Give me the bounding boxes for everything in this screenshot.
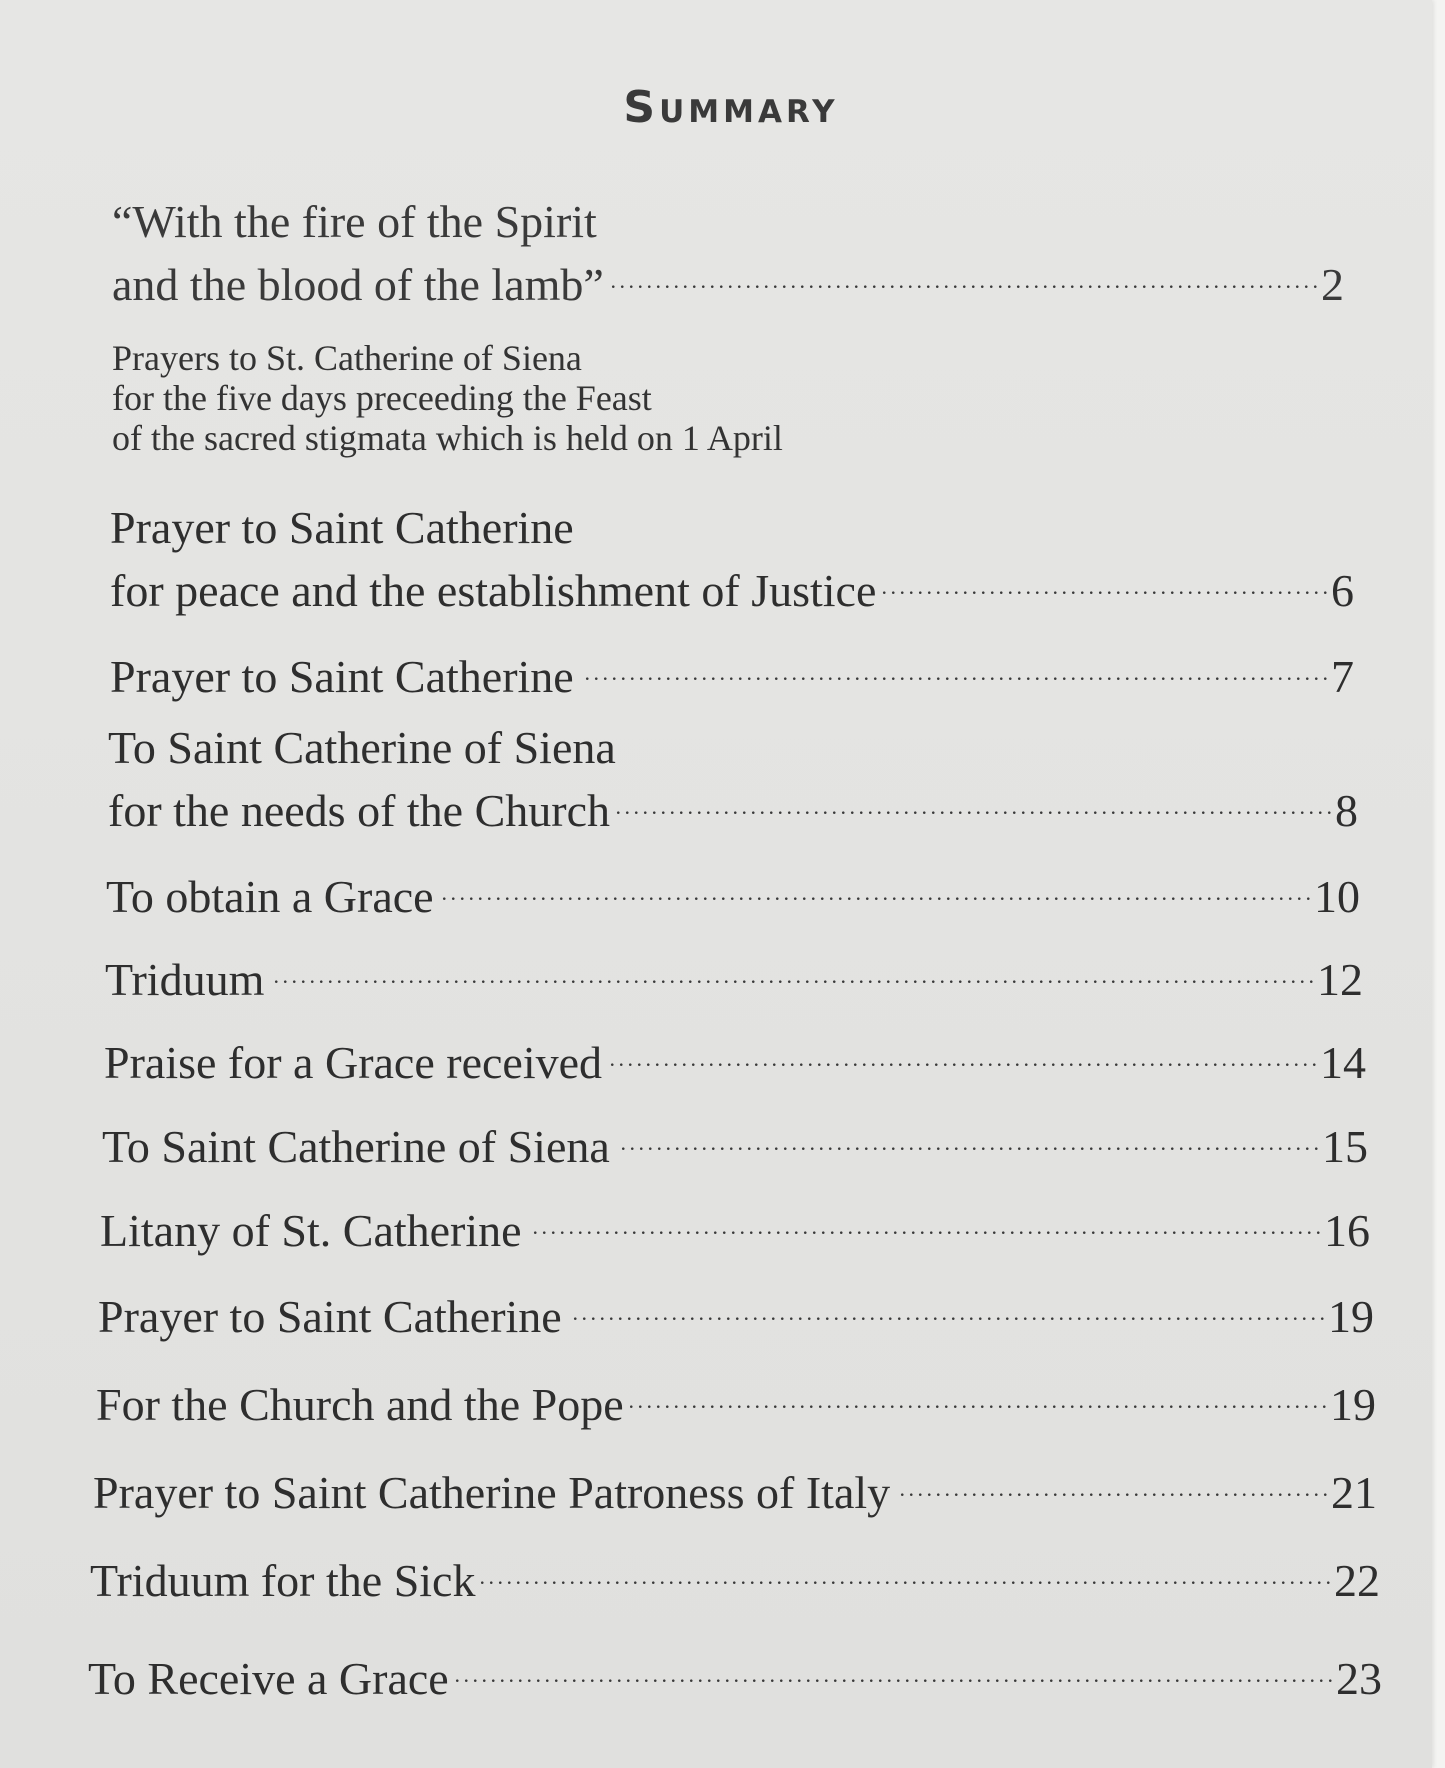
toc-entry-row [98, 1280, 1374, 1343]
toc-entry-row [96, 1368, 1376, 1431]
dot-leader [568, 1280, 1324, 1332]
dot-leader [616, 774, 1331, 826]
toc-entry-row [90, 1544, 1380, 1607]
dot-leader [270, 943, 1313, 995]
toc-entry[interactable] [110, 640, 1354, 703]
dot-leader [882, 554, 1327, 606]
page-number: 15 [1322, 1121, 1368, 1172]
toc-entry-title-line: and the blood of the lamb” [112, 259, 604, 310]
page-number: 7 [1331, 651, 1354, 702]
toc-entry[interactable] [112, 196, 1344, 311]
toc-entry-row [93, 1456, 1377, 1519]
toc-entry-subtitle [112, 338, 1112, 458]
dot-leader [616, 1110, 1318, 1162]
dot-leader [440, 860, 1310, 912]
page-number: 22 [1334, 1555, 1380, 1606]
toc-entry-title-line: Praise for a Grace received [104, 1037, 603, 1088]
toc-entry-row [108, 774, 1358, 837]
page-number: 8 [1335, 785, 1358, 836]
toc-entry[interactable] [90, 1544, 1380, 1607]
toc-entry[interactable] [104, 1026, 1366, 1089]
page-number: 23 [1336, 1653, 1382, 1704]
toc-entry-row [100, 1194, 1370, 1257]
page-number: 14 [1320, 1037, 1366, 1088]
toc-entry-title-line: To Saint Catherine of Siena [108, 722, 616, 773]
page-number: 10 [1314, 871, 1360, 922]
toc-entry-title-line: Prayer to Saint Catherine Patroness of Italy [93, 1467, 891, 1518]
toc-entry-title-line: “With the fire of the Spirit [112, 196, 597, 247]
toc-entry[interactable] [96, 1368, 1376, 1431]
toc-entry-title-line: To obtain a Grace [106, 871, 434, 922]
toc-entry-title-line: for peace and the establishment of Justice [110, 565, 877, 616]
dot-leader [455, 1642, 1332, 1694]
subtitle-line: of the sacred stigmata which is held on 1 April [112, 418, 783, 458]
dot-leader [610, 248, 1317, 300]
page-number: 21 [1331, 1467, 1377, 1518]
page-number: 16 [1324, 1205, 1370, 1256]
page-number: 6 [1331, 565, 1354, 616]
toc-entry[interactable] [98, 1280, 1374, 1343]
toc-entry-row [110, 640, 1354, 703]
page-number: 12 [1317, 954, 1363, 1005]
toc-entry-row [102, 1110, 1368, 1173]
dot-leader [481, 1544, 1330, 1596]
page-number: 19 [1330, 1379, 1376, 1430]
dot-leader [528, 1194, 1320, 1246]
toc-entry[interactable] [88, 1642, 1382, 1705]
page-number: 2 [1321, 259, 1344, 310]
dot-leader [630, 1368, 1326, 1420]
page-number: 19 [1328, 1291, 1374, 1342]
toc-entry-title-line: Prayer to Saint Catherine [110, 502, 574, 553]
toc-entry[interactable] [106, 860, 1360, 923]
toc-entry-row [112, 248, 1344, 311]
toc-entry-title-line: Prayer to Saint Catherine [110, 651, 574, 702]
toc-entry[interactable] [108, 722, 1358, 837]
toc-entry-row [104, 1026, 1366, 1089]
toc-entry[interactable] [93, 1456, 1377, 1519]
toc-entry-title-line: Prayer to Saint Catherine [98, 1291, 562, 1342]
toc-entry-title-line: Triduum for the Sick [90, 1555, 476, 1606]
toc-entry[interactable] [110, 502, 1354, 617]
toc-entry[interactable] [102, 1110, 1368, 1173]
toc-entry[interactable] [105, 943, 1363, 1006]
toc-entry-title-line: To Receive a Grace [88, 1653, 449, 1704]
toc-entry-row [106, 860, 1360, 923]
dot-leader [580, 640, 1327, 692]
toc-entry-title-line: To Saint Catherine of Siena [102, 1121, 610, 1172]
page-title: Summary [623, 82, 839, 133]
subtitle-line: for the five days preceeding the Feast [112, 378, 652, 418]
toc-entry-title-line: For the Church and the Pope [96, 1379, 624, 1430]
toc-entry-row [105, 943, 1363, 1006]
toc-entry-row [110, 554, 1354, 617]
toc-entry-title-line: Triduum [105, 954, 265, 1005]
dot-leader [608, 1026, 1316, 1078]
subtitle-line: Prayers to St. Catherine of Siena [112, 338, 582, 378]
toc-entry[interactable] [100, 1194, 1370, 1257]
toc-entry-title-line: Litany of St. Catherine [100, 1205, 522, 1256]
toc-entry-title-line: for the needs of the Church [108, 785, 611, 836]
toc-entry-row [88, 1642, 1382, 1705]
dot-leader [896, 1456, 1327, 1508]
